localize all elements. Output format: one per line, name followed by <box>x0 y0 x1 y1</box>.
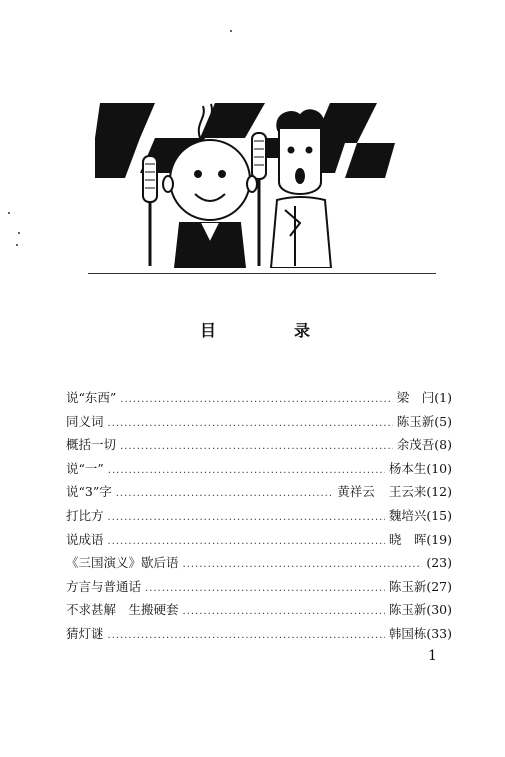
toc-entry-title: 同义词 <box>66 413 104 429</box>
toc-entry-page: (8) <box>434 437 452 453</box>
toc-entry-title: 概括一切 <box>66 437 117 453</box>
table-of-contents <box>66 388 452 648</box>
scan-speck <box>18 232 20 234</box>
toc-entry <box>66 600 452 624</box>
leader-dots <box>145 583 385 594</box>
toc-entry-page: (5) <box>434 413 452 429</box>
microphone-right <box>252 133 266 266</box>
scan-speck <box>8 212 10 214</box>
toc-entry-author: 梁 闩 <box>396 390 435 405</box>
leader-dots <box>108 536 385 547</box>
toc-entry-title: 打比方 <box>66 507 104 523</box>
toc-entry-author: 陈玉新 <box>388 578 427 594</box>
toc-entry-author: 杨本生 <box>388 460 427 476</box>
leader-dots <box>108 465 385 476</box>
leader-dots <box>120 441 393 452</box>
toc-entry-page: (15) <box>426 507 452 523</box>
toc-entry <box>66 388 452 412</box>
page-number: 1 <box>428 648 437 664</box>
toc-entry-title: 说“3”字 <box>66 484 112 500</box>
toc-entry-page: (30) <box>426 602 452 618</box>
toc-entry-author-2: 王云来 <box>388 484 427 500</box>
toc-entry-page: (33) <box>426 625 452 641</box>
toc-entry <box>66 412 452 436</box>
toc-entry-title: 说成语 <box>66 531 104 547</box>
scan-speck <box>230 30 232 32</box>
leader-dots <box>108 630 385 641</box>
toc-entry <box>66 506 452 530</box>
toc-entry-author: 晓 晖 <box>388 531 427 547</box>
toc-entry-title: 方言与普通话 <box>66 578 142 594</box>
toc-entry-page: (19) <box>426 531 452 547</box>
toc-entry <box>66 435 452 459</box>
scan-speck <box>16 244 18 246</box>
character-right <box>271 110 331 268</box>
toc-heading-char-1: 目 <box>200 321 217 340</box>
divider-rule <box>88 273 436 274</box>
toc-entry-author: 余茂吾 <box>396 437 435 453</box>
toc-entry-author: 陈玉新 <box>396 413 435 429</box>
toc-entry-page: (27) <box>426 578 452 594</box>
toc-entry-page: (10) <box>426 460 452 476</box>
leader-dots <box>108 418 393 429</box>
toc-entry-page: (1) <box>434 390 452 405</box>
toc-entry-author: 黄祥云 <box>337 484 375 500</box>
toc-entry-title: 《三国演义》歇后语 <box>66 555 179 571</box>
toc-heading-char-2: 录 <box>293 321 310 340</box>
toc-entry-page: (12) <box>426 484 452 500</box>
toc-entry <box>66 624 452 648</box>
toc-entry <box>66 553 452 577</box>
cartoon-illustration <box>95 98 395 268</box>
toc-entry <box>66 577 452 601</box>
leader-dots <box>108 512 385 523</box>
leader-dots <box>183 606 385 617</box>
toc-entry-title: 说“东西” <box>66 390 117 405</box>
toc-entry <box>66 459 452 483</box>
leader-dots <box>183 559 423 570</box>
toc-entry <box>66 482 452 506</box>
toc-entry-page: (23) <box>426 555 452 571</box>
microphone-left <box>143 156 157 266</box>
toc-entry-author: 魏培兴 <box>388 507 427 523</box>
toc-entry-title: 说“一” <box>66 460 104 476</box>
toc-entry-author: 陈玉新 <box>388 602 427 618</box>
leader-dots <box>120 394 392 405</box>
toc-entry-title: 猜灯谜 <box>66 625 104 641</box>
toc-entry-author: 韩国栋 <box>388 625 427 641</box>
toc-heading <box>200 318 310 341</box>
toc-entry-title: 不求甚解 生搬硬套 <box>66 602 179 618</box>
toc-entry <box>66 530 452 554</box>
leader-dots <box>116 488 334 499</box>
